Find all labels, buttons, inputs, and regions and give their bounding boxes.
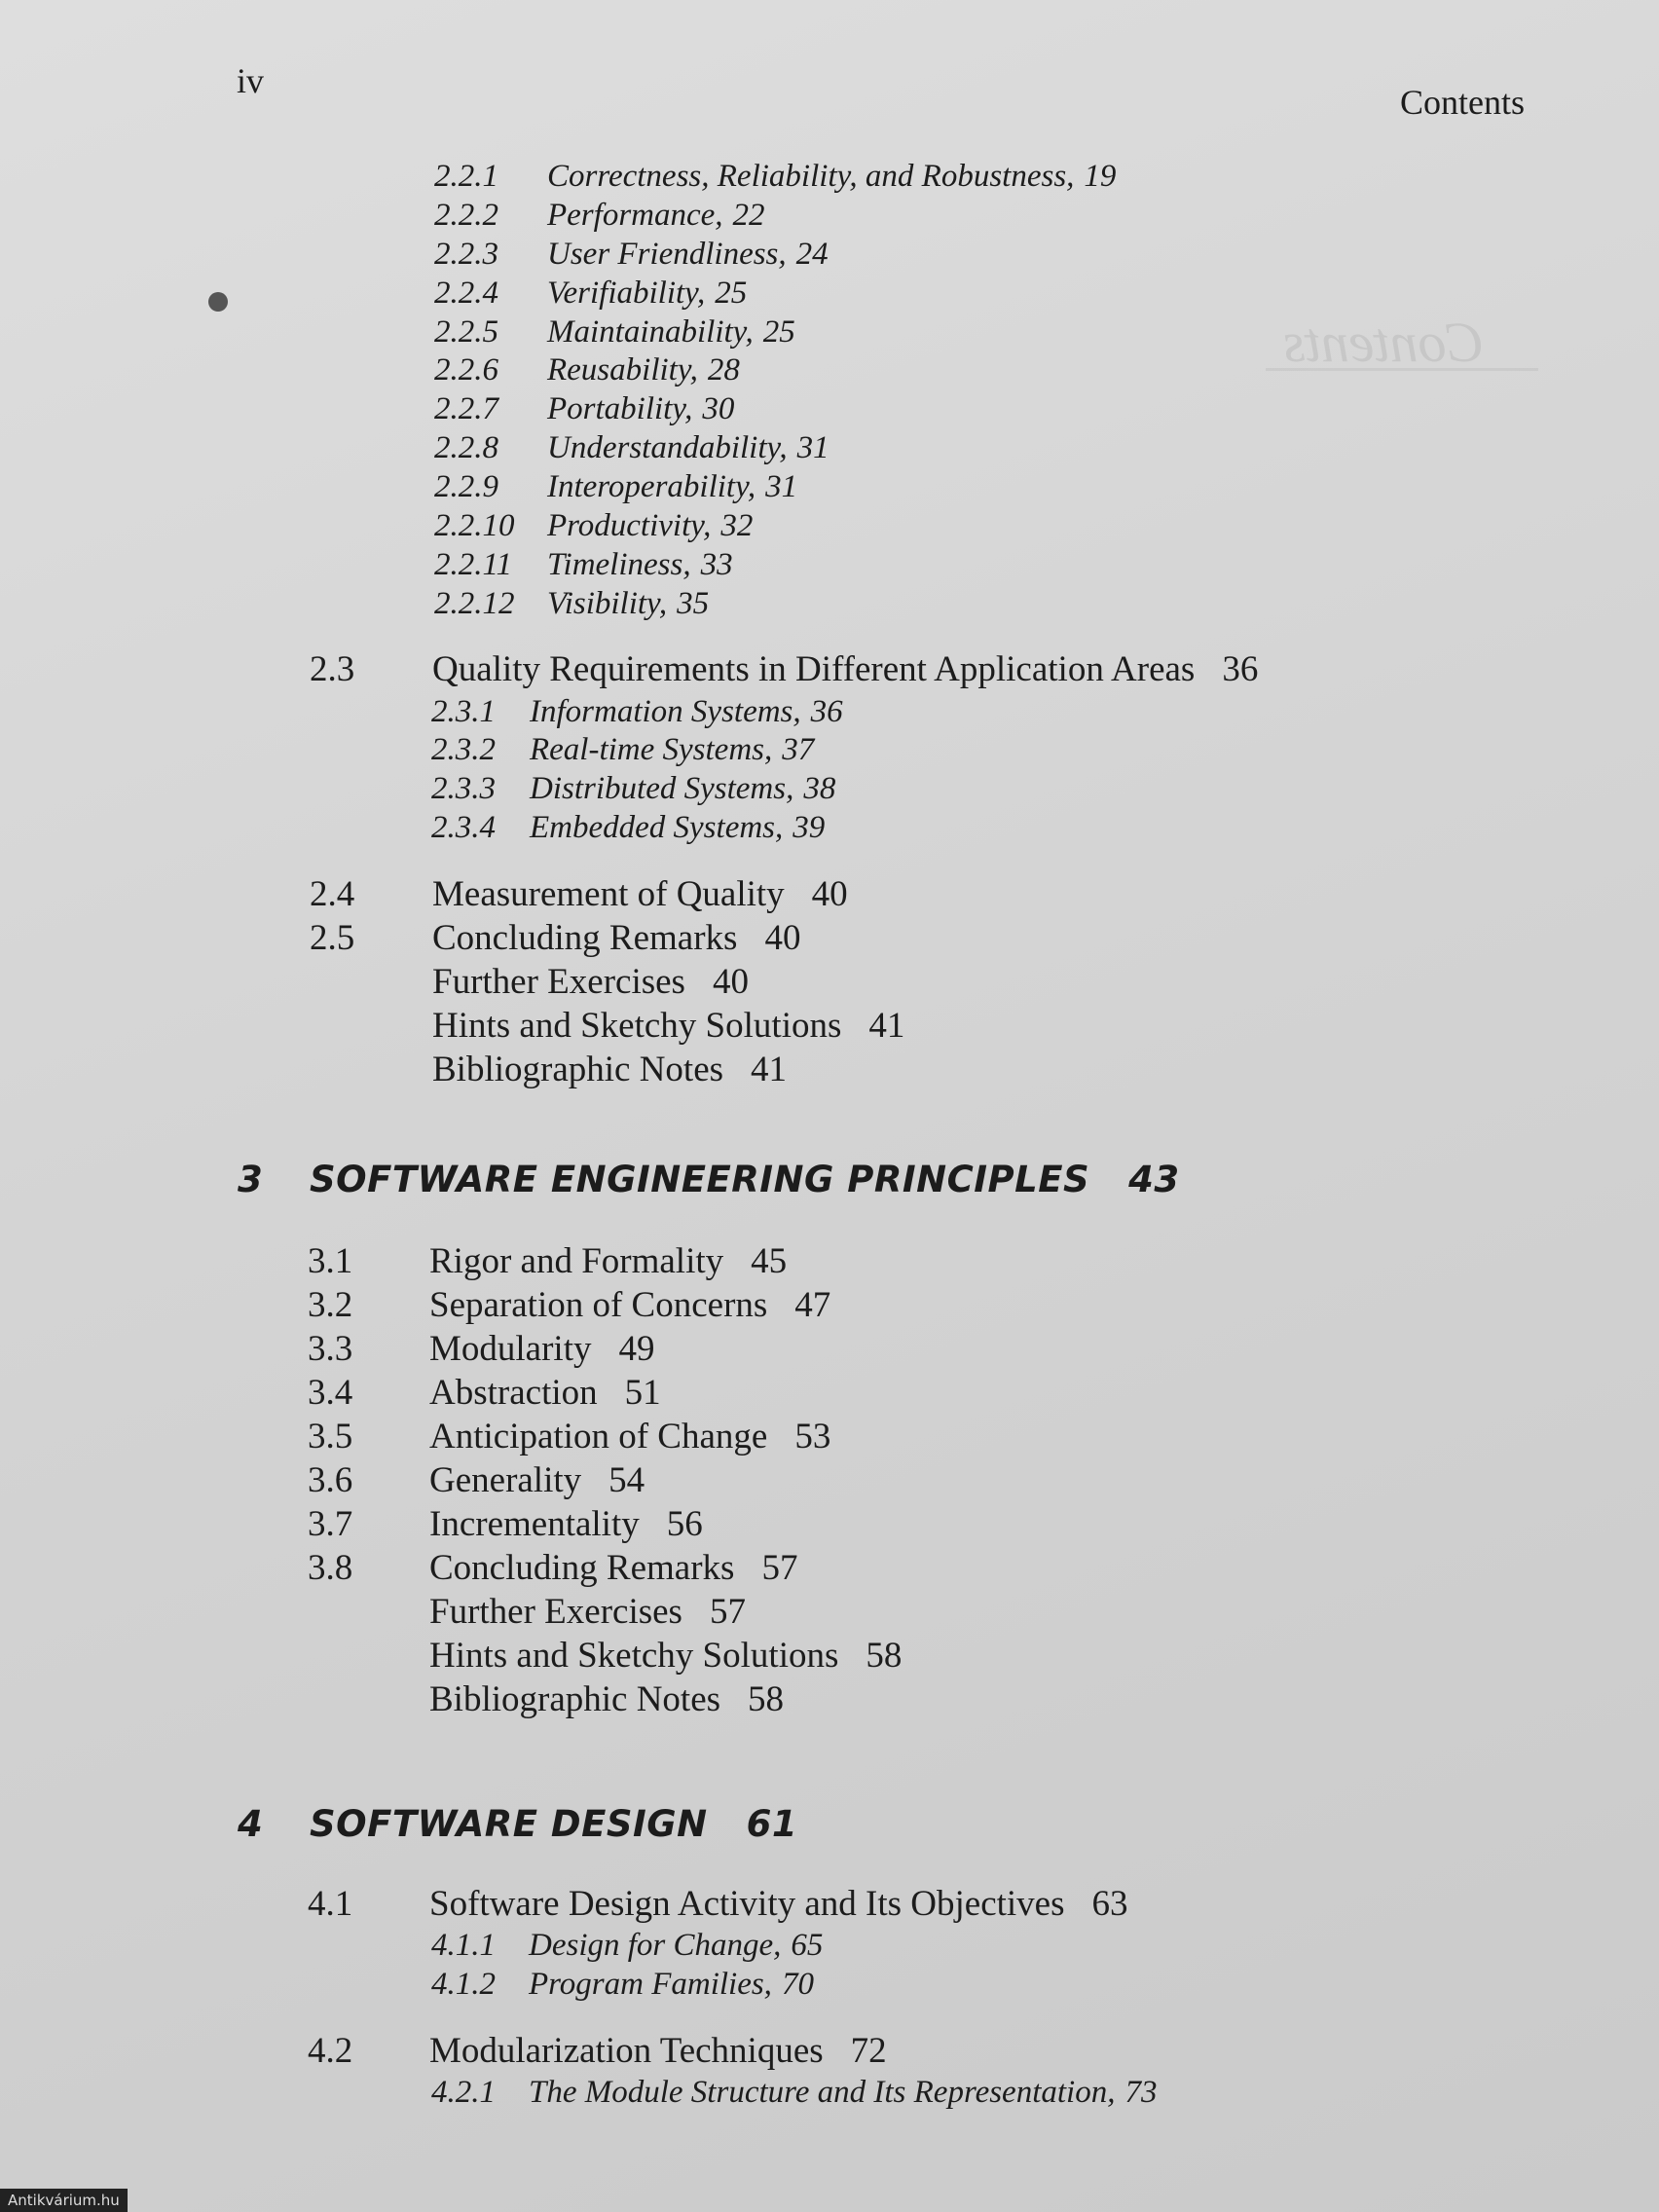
toc-section <box>308 1284 831 1326</box>
toc-section <box>308 1503 703 1545</box>
entry-page: 22 <box>732 198 765 233</box>
entry-number: 2.3.2 <box>431 732 496 767</box>
entry-number: 4.1.2 <box>431 1967 496 2002</box>
entry-number: 2.2.10 <box>434 508 515 543</box>
entry-number: 3 <box>238 1159 264 1200</box>
toc-subsection <box>434 469 797 505</box>
entry-number: 3.1 <box>308 1241 353 1281</box>
toc-section <box>432 1049 787 1090</box>
entry-title: Understandability, <box>547 430 788 465</box>
toc-section <box>308 1240 788 1282</box>
entry-number: 2.3.3 <box>431 771 496 806</box>
entry-number: 2.3 <box>310 649 355 689</box>
entry-title: Performance, <box>547 198 723 233</box>
toc-subsection <box>434 508 753 544</box>
entry-title: Anticipation of Change <box>429 1417 768 1456</box>
entry-title: Productivity, <box>547 508 712 543</box>
toc-section <box>429 1635 902 1677</box>
entry-page: 70 <box>781 1967 814 2002</box>
entry-page: 24 <box>795 237 829 272</box>
entry-number: 2.2.12 <box>434 586 515 621</box>
toc-section <box>310 648 1259 690</box>
entry-title: Measurement of Quality <box>432 874 785 914</box>
entry-page: 53 <box>794 1417 831 1456</box>
toc-subsection <box>431 694 843 730</box>
entry-title: SOFTWARE ENGINEERING PRINCIPLES <box>310 1159 1090 1200</box>
toc-section <box>429 1678 784 1720</box>
entry-page: 49 <box>618 1329 655 1369</box>
entry-page: 39 <box>793 810 826 845</box>
entry-page: 61 <box>746 1803 798 1845</box>
entry-page: 40 <box>712 962 749 1002</box>
entry-page: 38 <box>803 771 836 806</box>
entry-page: 41 <box>868 1006 905 1046</box>
entry-page: 40 <box>764 918 801 958</box>
bleed-through-rule <box>1266 368 1538 371</box>
entry-title: Quality Requirements in Different Application Areas <box>432 649 1196 689</box>
entry-page: 73 <box>1124 2075 1158 2110</box>
entry-number: 2.2.1 <box>434 159 498 194</box>
entry-title: Distributed Systems, <box>530 771 794 806</box>
toc-section <box>308 1328 655 1370</box>
entry-number: 3.8 <box>308 1548 353 1588</box>
toc-subsection <box>431 1928 823 1964</box>
entry-title: Timeliness, <box>547 547 691 582</box>
toc-subsection <box>434 352 740 388</box>
entry-number: 2.5 <box>310 918 355 958</box>
toc-subsection <box>431 771 835 807</box>
entry-number: 2.2.6 <box>434 352 498 387</box>
toc-section <box>308 1372 661 1414</box>
entry-title: Rigor and Formality <box>429 1241 724 1281</box>
entry-title: Design for Change, <box>529 1928 782 1963</box>
entry-number: 2.2.11 <box>434 547 513 582</box>
toc-subsection <box>434 159 1116 195</box>
entry-page: 45 <box>751 1241 788 1281</box>
watermark: Antikvárium.hu <box>0 2189 128 2212</box>
entry-title: Separation of Concerns <box>429 1285 768 1325</box>
entry-page: 47 <box>794 1285 831 1325</box>
running-head: Contents <box>1400 83 1526 122</box>
entry-title: Generality <box>429 1460 582 1500</box>
entry-page: 36 <box>810 694 843 729</box>
entry-page: 63 <box>1091 1884 1128 1924</box>
entry-title: The Module Structure and Its Representation, <box>529 2075 1116 2110</box>
toc-chapter <box>238 1803 797 1845</box>
entry-page: 37 <box>782 732 815 767</box>
entry-number: 3.3 <box>308 1329 353 1369</box>
entry-page: 31 <box>796 430 830 465</box>
toc-subsection <box>431 1967 814 2003</box>
entry-page: 41 <box>751 1050 788 1089</box>
entry-page: 30 <box>702 391 735 426</box>
toc-subsection <box>434 547 733 583</box>
toc-subsection <box>434 586 709 622</box>
entry-title: Bibliographic Notes <box>432 1050 724 1089</box>
entry-page: 32 <box>720 508 754 543</box>
entry-number: 2.2.4 <box>434 276 498 311</box>
toc-subsection <box>434 430 830 466</box>
entry-page: 51 <box>624 1373 661 1413</box>
entry-number: 2.3.1 <box>431 694 496 729</box>
toc-section <box>308 2030 887 2072</box>
toc-subsection <box>431 732 814 768</box>
entry-title: Visibility, <box>547 586 668 621</box>
entry-page: 25 <box>762 314 795 350</box>
entry-number: 2.2.2 <box>434 198 498 233</box>
toc-subsection <box>434 314 795 350</box>
toc-section <box>429 1591 746 1633</box>
toc-section <box>310 873 848 915</box>
entry-title: Incrementality <box>429 1504 640 1544</box>
entry-page: 72 <box>850 2031 887 2071</box>
entry-title: Verifiability, <box>547 276 706 311</box>
entry-number: 2.2.3 <box>434 237 498 272</box>
entry-page: 25 <box>715 276 748 311</box>
bleed-through-title: Contents <box>1283 311 1485 374</box>
entry-number: 3.4 <box>308 1373 353 1413</box>
toc-section <box>310 917 801 959</box>
entry-page: 65 <box>791 1928 824 1963</box>
toc-section <box>432 1005 904 1047</box>
entry-title: Hints and Sketchy Solutions <box>429 1636 839 1676</box>
entry-page: 43 <box>1128 1159 1180 1200</box>
entry-title: Portability, <box>547 391 693 426</box>
entry-number: 3.5 <box>308 1417 353 1456</box>
entry-number: 4.1.1 <box>431 1928 496 1963</box>
entry-number: 2.4 <box>310 874 355 914</box>
entry-page: 57 <box>761 1548 798 1588</box>
entry-title: Bibliographic Notes <box>429 1679 721 1719</box>
entry-page: 54 <box>608 1460 645 1500</box>
entry-number: 4.1 <box>308 1884 353 1924</box>
entry-title: User Friendliness, <box>547 237 787 272</box>
entry-page: 40 <box>811 874 848 914</box>
entry-title: Reusability, <box>547 352 698 387</box>
entry-number: 2.2.9 <box>434 469 498 504</box>
entry-page: 58 <box>748 1679 785 1719</box>
toc-section <box>308 1416 831 1457</box>
toc-section <box>308 1459 645 1501</box>
toc-subsection <box>434 391 734 427</box>
entry-title: Correctness, Reliability, and Robustness, <box>547 159 1075 194</box>
entry-page: 19 <box>1084 159 1117 194</box>
toc-subsection <box>434 237 829 273</box>
entry-page: 35 <box>677 586 710 621</box>
page-number: iv <box>237 61 265 100</box>
toc-section <box>432 961 749 1003</box>
toc-subsection <box>431 2075 1157 2111</box>
entry-title: SOFTWARE DESIGN <box>310 1803 708 1845</box>
entry-page: 56 <box>666 1504 703 1544</box>
entry-title: Modularization Techniques <box>429 2031 824 2071</box>
entry-number: 4 <box>238 1803 264 1845</box>
entry-page: 33 <box>700 547 733 582</box>
entry-number: 2.2.5 <box>434 314 498 350</box>
entry-number: 2.2.7 <box>434 391 498 426</box>
entry-title: Real-time Systems, <box>530 732 773 767</box>
entry-title: Modularity <box>429 1329 592 1369</box>
entry-title: Program Families, <box>529 1967 772 2002</box>
toc-subsection <box>431 810 825 846</box>
entry-number: 2.3.4 <box>431 810 496 845</box>
toc-chapter <box>238 1159 1180 1200</box>
entry-number: 4.2.1 <box>431 2075 496 2110</box>
entry-number: 4.2 <box>308 2031 353 2071</box>
entry-page: 31 <box>765 469 798 504</box>
ink-speck <box>208 292 228 312</box>
entry-number: 3.2 <box>308 1285 353 1325</box>
entry-title: Hints and Sketchy Solutions <box>432 1006 842 1046</box>
entry-page: 28 <box>707 352 740 387</box>
toc-subsection <box>434 276 747 312</box>
entry-title: Software Design Activity and Its Objectives <box>429 1884 1065 1924</box>
entry-title: Maintainability, <box>547 314 754 350</box>
entry-title: Further Exercises <box>432 962 685 1002</box>
entry-number: 2.2.8 <box>434 430 498 465</box>
entry-title: Interoperability, <box>547 469 756 504</box>
entry-number: 3.6 <box>308 1460 353 1500</box>
entry-title: Abstraction <box>429 1373 598 1413</box>
entry-number: 3.7 <box>308 1504 353 1544</box>
entry-title: Embedded Systems, <box>530 810 784 845</box>
toc-section <box>308 1883 1128 1925</box>
toc-section <box>308 1547 798 1589</box>
entry-page: 36 <box>1222 649 1259 689</box>
entry-title: Concluding Remarks <box>429 1548 735 1588</box>
toc-subsection <box>434 198 765 234</box>
entry-title: Concluding Remarks <box>432 918 738 958</box>
entry-page: 57 <box>709 1592 746 1632</box>
entry-page: 58 <box>866 1636 903 1676</box>
entry-title: Further Exercises <box>429 1592 682 1632</box>
entry-title: Information Systems, <box>530 694 801 729</box>
